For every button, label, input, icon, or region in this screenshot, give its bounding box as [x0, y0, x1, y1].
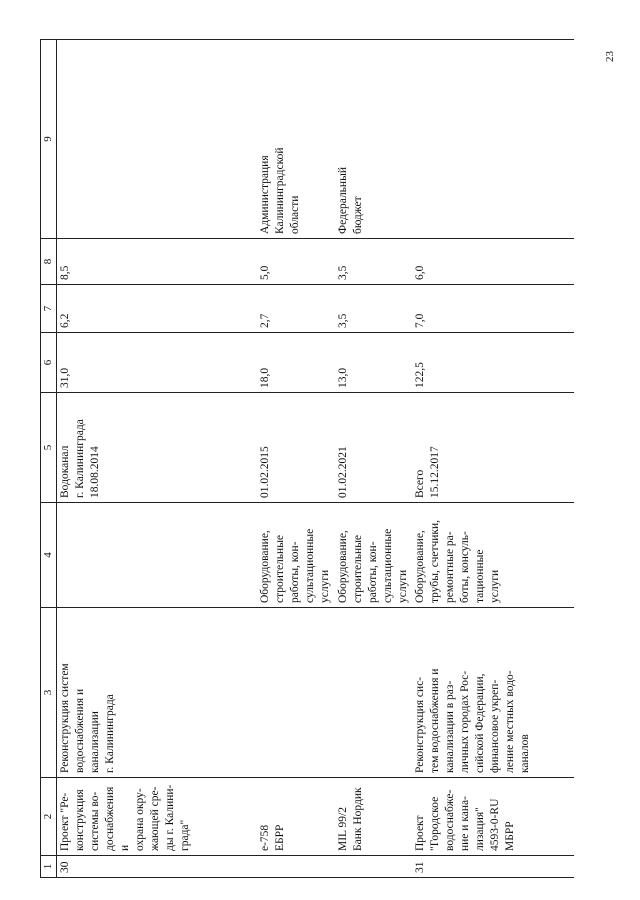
goods-cell: Оборудование, строительные работы, кон- сультационные услуги: [335, 503, 412, 608]
col8-cell: 3,5: [335, 239, 412, 285]
row-number: [257, 856, 335, 878]
borrower-cell: 01.02.2021: [335, 393, 412, 503]
header-cell: 8: [41, 239, 57, 285]
total-cell: 18,0: [257, 333, 335, 393]
row-number: [335, 856, 412, 878]
header-cell: 7: [41, 285, 57, 333]
col8-cell: 5,0: [257, 239, 335, 285]
rotated-table-container: [40, 40, 578, 878]
table-row: [335, 40, 412, 878]
table-row: [257, 40, 335, 878]
header-cell: 2: [41, 778, 57, 856]
col8-cell: 6,0: [412, 239, 574, 285]
borrower-cell: 01.02.2015: [257, 393, 335, 503]
goods-cell: Оборудование, строительные работы, кон- сультационные услуги: [257, 503, 335, 608]
page-number: 23: [604, 51, 616, 62]
project-cell: Проект "Ре- конструкция системы во- доснабжения и охрана окру- жающей сре- ды г. Калини- града": [57, 778, 258, 856]
row-number: 31: [412, 856, 574, 878]
source-cell: [412, 40, 574, 239]
col8-cell: 8,5: [57, 239, 258, 285]
header-cell: 1: [41, 856, 57, 878]
col7-cell: 6,2: [57, 285, 258, 333]
goods-cell: [57, 503, 258, 608]
source-cell: Администрация Калининградской области: [257, 40, 335, 239]
col7-cell: 2,7: [257, 285, 335, 333]
goods-cell: Оборудование, трубы, счетчики, ремонтные ра- боты, консуль- тационные услуги: [412, 503, 574, 608]
total-cell: 13,0: [335, 333, 412, 393]
header-cell: 9: [41, 40, 57, 239]
header-cell: 5: [41, 393, 57, 503]
table-row: [57, 40, 258, 878]
total-cell: 31,0: [57, 333, 258, 393]
borrower-cell: Водоканал г. Калининграда 18.08.2014: [57, 393, 258, 503]
col7-cell: 3,5: [335, 285, 412, 333]
header-cell: 6: [41, 333, 57, 393]
total-cell: 122,5: [412, 333, 574, 393]
row-number: 30: [57, 856, 258, 878]
borrower-cell: Всего 15.12.2017: [412, 393, 574, 503]
loans-table: [40, 39, 574, 878]
project-cell: е-758 ЕБРР: [257, 778, 335, 856]
table-row: [412, 40, 574, 878]
header-row: [41, 40, 57, 878]
source-cell: [57, 40, 258, 239]
project-cell: MIL 99/2 Банк Нордик: [335, 778, 412, 856]
col7-cell: 7,0: [412, 285, 574, 333]
header-cell: 4: [41, 503, 57, 608]
source-cell: Федеральный бюджет: [335, 40, 412, 239]
description-cell: [335, 608, 412, 778]
header-cell: 3: [41, 608, 57, 778]
description-cell: Реконструкция сис- тем водоснабжения и канализации в раз- личных городах Рос- сийской Федерации, финансовое укреп- ление местных водо- каналов: [412, 608, 574, 778]
description-cell: [257, 608, 335, 778]
project-cell: Проект "Городское водоснабже- ние и кана- лизация" 4593-0-RU МБРР: [412, 778, 574, 856]
description-cell: Реконструкция систем водоснабжения и канализации г. Калининграда: [57, 608, 258, 778]
